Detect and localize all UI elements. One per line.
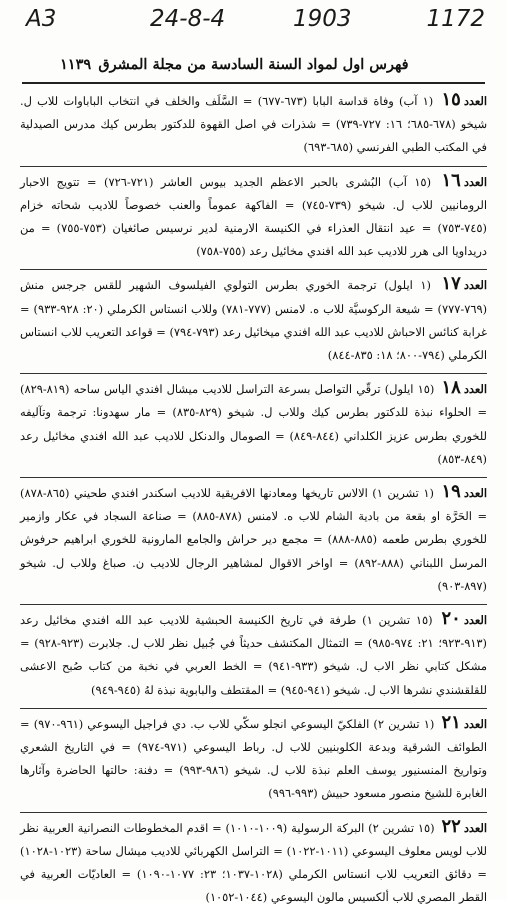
entry-divider bbox=[20, 373, 487, 374]
entry-text: (١٥ تشرين ٢) البركة الرسولية (١٠٠٩-١٠١٠) = اقدم المخطوطات النصرانية العربية نظر للاب لويس معلوف اليسوعي (١٠١١-١٠٢٢) = التراسل الكهربائي للاديب ميشال ساحة (١٠٢٣-١٠٢٨) = دقائق التعريب للاب انستاس الكرملي (١٠٢٨-١٠٣٧؛ ٢٣: ١٠٧٧-١٠٩٠) = العاديّات العربية في القطر المصري للاب ألكسيس مالون اليسوعي (١٠٤٤-١٠٥٢) bbox=[20, 820, 488, 905]
header-divider bbox=[22, 82, 485, 84]
page-number: ١١٣٩ bbox=[60, 56, 92, 73]
entry-divider bbox=[20, 166, 487, 167]
page-title: فهرس اول لمواد السنة السادسة من مجلة المشرق bbox=[98, 56, 409, 73]
issue-number: ٢٢ bbox=[441, 815, 461, 837]
index-entries bbox=[20, 88, 488, 905]
entry-label: العدد bbox=[463, 94, 487, 108]
issue-number: ١٨ bbox=[441, 377, 461, 399]
entry-divider bbox=[20, 604, 487, 605]
issue-number: ١٥ bbox=[441, 89, 461, 110]
entry-text: (١ تشرين ٢) الفلكيّ اليسوعي انجلو سكّي للاب ب. دي فراجيل اليسوعي (٩٦١-٩٧٠) = الطوائف الشرقية وبدعة الكلوبنيين للاب ل. رباط اليسوعي (٩٧١-٩٧٤) = في التاريخ الشعري وتواريخ المنسنيور يوسف العلم نبذة للاب ل. شيخو (٩٨٦-٩٩٣) = دفنة: حالتها الحاضرة وآثارها الغابرة للشيخ منصور مسعود حبيش (٩٩٣-٩٩٦) bbox=[20, 716, 487, 801]
entry-label: العدد bbox=[463, 820, 487, 835]
issue-number: ١٦ bbox=[441, 169, 461, 191]
entry-text: (١ آب) وفاة قداسة البابا (٦٧٣-٦٧٧) = السَّلَف والخلف في انتخاب الباباوات للاب ل. شيخو (٦٧٨-٦٨٥؛ ١٦: ٧٢٧-٧٣٩) = شذرات في اصل القهوة للدكتور بطرس كيك مدرس الصيدلية في المكتب الطبي الفرنسي (٦٨٥-٦٩٣) bbox=[20, 94, 487, 155]
issue-number: ٢١ bbox=[441, 711, 461, 733]
entry-divider bbox=[20, 477, 487, 478]
index-entry bbox=[20, 272, 487, 367]
index-entry bbox=[20, 607, 487, 702]
handwritten-number: 1172 bbox=[426, 6, 485, 32]
entry-text: (١ ايلول) ترجمة الخوري بطرس التولوي الفيلسوف الشهير للقس جرجس منش (٧٦٩-٧٧٧) = شيعة الركوسيَّة للاب ه. لامنس (٧٧٧-٧٨١) وللاب انستاس الكرملي (٢٠: ٩٢٨-٩٣٣) = غرابة كنائس الاحباش للاديب عبد الله افندي ميخائيل رعد (٧٩٣-٧٩٤) = قواعد التعريب للاب انستاس الكرملي (٧٩٤-٨٠٠؛ ١٨: ٨٣٥-٨٤٤) bbox=[20, 278, 488, 363]
entry-divider bbox=[20, 269, 487, 270]
issue-number: ١٩ bbox=[441, 481, 461, 503]
issue-number: ٢٠ bbox=[441, 608, 461, 630]
entry-label: العدد bbox=[463, 174, 487, 189]
entry-divider bbox=[20, 812, 487, 813]
entry-label: العدد bbox=[463, 486, 487, 501]
handwritten-annotation bbox=[18, 6, 485, 40]
handwritten-year: 1903 bbox=[293, 6, 352, 32]
entry-label: العدد bbox=[463, 613, 488, 628]
issue-number: ١٧ bbox=[441, 273, 461, 295]
entry-label: العدد bbox=[463, 382, 487, 397]
entry-text: (١ تشرين ١) الالاس تاريخها ومعادنها الافريقية للاديب اسكندر افندي طحيني (٨٦٥-٨٧٨) = الحَرَّة او بقعة من بادية الشام للاب ه. لامنس (٨٧٨-٨٨٥) = صناعة السجاد في عكار وازمير للخوري بطرس طعمه (٨٨٥-٨٨٨) = مجمع دير حراش والجامع المارونية للخوري ابراهيم حرفوش المرسل اللبناني (٨٨٨-٨٩٢) = اواخر الاقوال لمشاهير الرجال للاديب ن. صباغ وللاب ل. شيخو (٨٩٧-٩٠٣) bbox=[20, 486, 488, 593]
entry-label: العدد bbox=[463, 278, 488, 293]
handwritten-prefix: A3 bbox=[26, 6, 57, 32]
index-entry bbox=[20, 169, 487, 264]
page-header bbox=[60, 56, 447, 82]
entry-text: (١٥ ايلول) ترقّي التواصل بسرعة التراسل للاديب ميشال افندي الياس ساحه (٨١٩-٨٢٩) = الحلواء نبذة للدكتور بطرس كيك وللاب ل. شيخو (٨٢٩-٨٣٥) = مار سهدونا: ترجمة وتآليفه للخوري بطرس عزيز الكلداني (٨٤٤-٨٤٩) = الصومال والدنكل للاديب عبد الله افندي مخائيل رعد (٨٤٩-٨٥٣) bbox=[20, 382, 488, 466]
index-entry bbox=[20, 480, 487, 598]
index-entry bbox=[20, 711, 487, 806]
entry-label: العدد bbox=[463, 716, 488, 731]
handwritten-date: 24-8-4 bbox=[150, 6, 226, 32]
index-entry bbox=[20, 815, 487, 910]
entry-text: (١٥ آب) البُشرى بالحبر الاعظم الجديد بيوس العاشر (٧٢١-٧٢٦) = تتويج الاحبار الرومانيين للاب ل. شيخو (٧٣٩-٧٤٥) = الفاكهة عموماً والعنب خصوصاً للاديب شحاته خزام (٧٤٥-٧٥٣) = عيد انتقال العذراء في الكنيسة الارمنية لدير نرسيس صائغيان (٧٥٣-٧٥٥) = من دريداويا الى هرر للاديب عبد الله افندي مخائيل رعد (٧٥٥-٧٥٨) bbox=[20, 174, 487, 259]
entry-divider bbox=[20, 708, 487, 709]
index-entry bbox=[20, 376, 487, 471]
index-entry bbox=[20, 88, 487, 160]
entry-text: (١٥ تشرين ١) طرفة في تاريخ الكنيسة الحبشية للاديب عبد الله افندي مخائيل رعد (٩١٣-٩٢٣؛ ٢١: ٩٧٤-٩٨٥) = التمثال المكتشف حديثاً في جُبيل نظر للاب ل. جلابرت (٩٢٣-٩٢٨) = مشكل كتابي نظر الاب ل. شيخو (٩٣٣-٩٤١) = الخط العربي في نخبة من كتاب صُبح الاعشى للقلقشندي نشرها الاب ل. شيخو (٩٤١-٩٤٥) = المقتطف والبابوية نبذة لهُ (٩٤٥-٩٤٩) bbox=[20, 613, 487, 697]
